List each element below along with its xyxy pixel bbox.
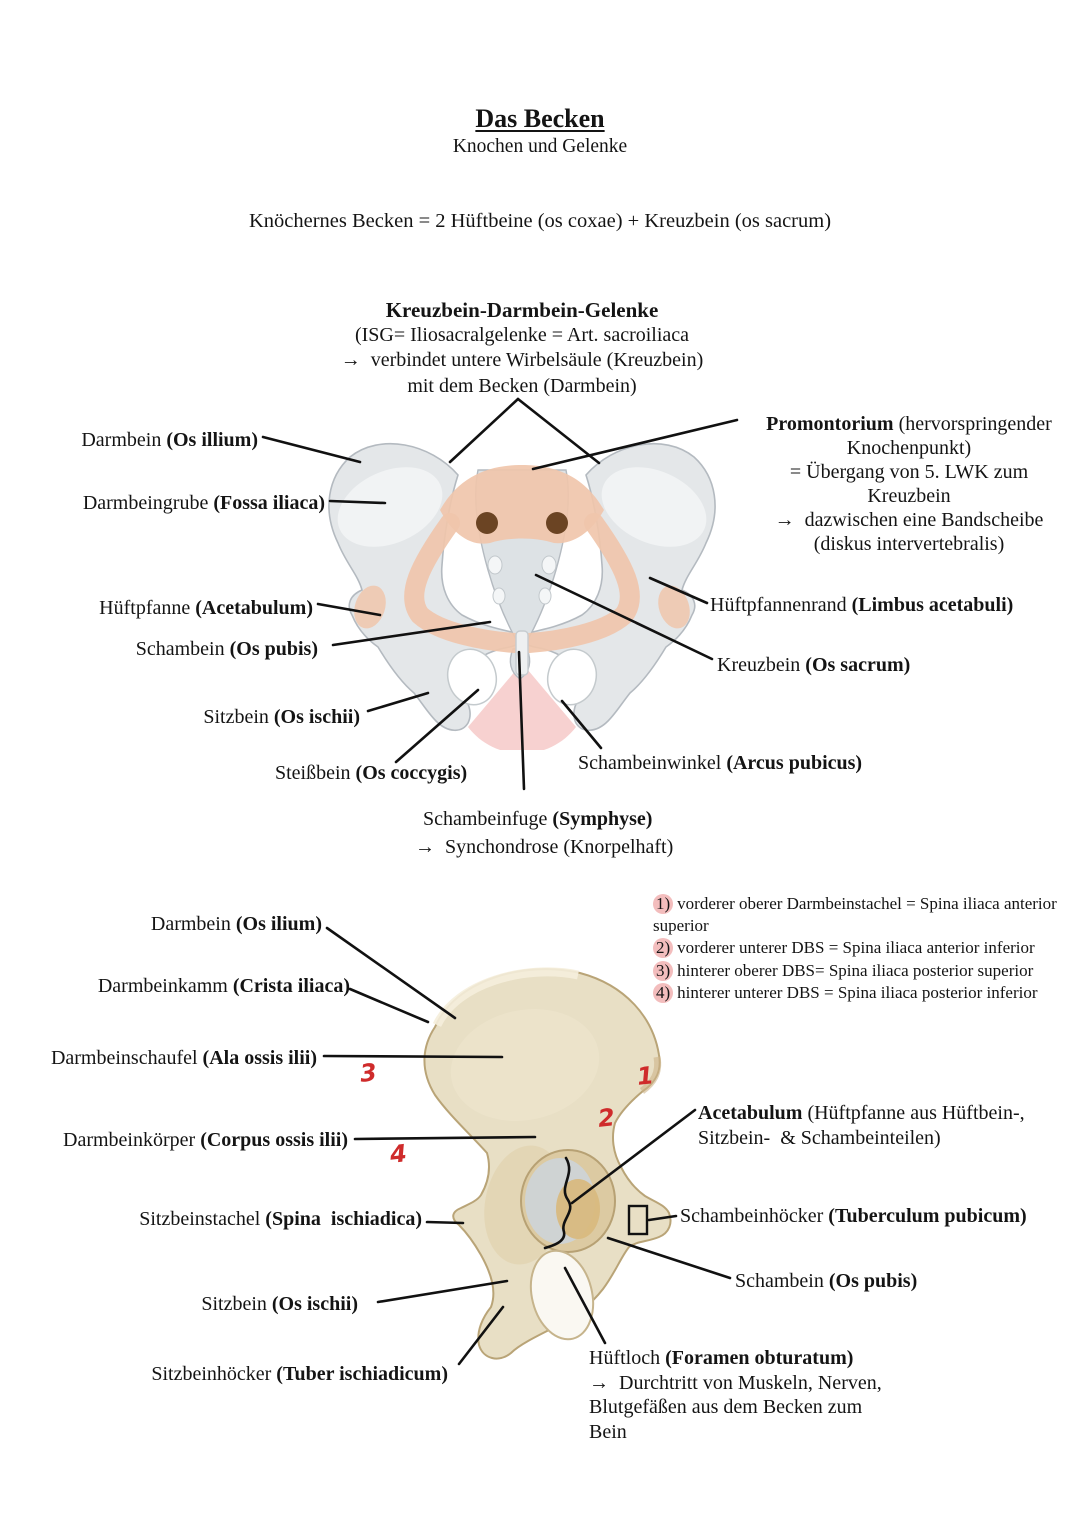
red-mark-1: 1 bbox=[635, 1061, 656, 1091]
label-sitzbein-2: Sitzbein (Os ischii) bbox=[201, 1293, 358, 1315]
leader-isg-right bbox=[518, 399, 599, 463]
hueftloch-line-2: → Durchtritt von Muskeln, Nerven, bbox=[589, 1371, 882, 1394]
isg-line-2: → verbindet untere Wirbelsäule (Kreuzbein) bbox=[340, 349, 704, 372]
intro-line: Knöchernes Becken = 2 Hüftbeine (os coxae) + Kreuzbein (os sacrum) bbox=[248, 210, 832, 232]
label-sitzbein-os-ischii: Sitzbein (Os ischii) bbox=[203, 706, 360, 728]
list-item: 1) vorderer oberer Darmbeinstachel = Spina iliaca anterior superior bbox=[653, 894, 1057, 936]
label-steissbein: Steißbein (Os coccygis) bbox=[275, 762, 468, 784]
red-mark-4: 4 bbox=[388, 1139, 409, 1169]
leader-darmbeingrube bbox=[330, 501, 385, 503]
label-schambeinwinkel: Schambeinwinkel (Arcus pubicus) bbox=[578, 752, 863, 774]
list-item: 2) vorderer unterer DBS = Spina iliaca anterior inferior bbox=[653, 937, 1080, 959]
label-hueftpfannenrand: Hüftpfannenrand (Limbus acetabuli) bbox=[710, 594, 1014, 616]
acetabulum-squiggle bbox=[545, 1158, 570, 1248]
label-darmbein-os-illium: Darmbein (Os illium) bbox=[81, 429, 258, 451]
isg-heading: Kreuzbein-Darmbein-Gelenke bbox=[385, 298, 659, 322]
leader-sitzbeinstachel bbox=[427, 1222, 463, 1223]
label-darmbein-os-ilium: Darmbein (Os ilium) bbox=[150, 913, 322, 935]
promontorium-line-3: = Übergang von 5. LWK zum bbox=[789, 461, 1029, 483]
leader-sitzbein bbox=[368, 693, 428, 711]
label-hueftloch-block bbox=[589, 1346, 882, 1444]
leader-isg-left bbox=[450, 399, 518, 462]
leader-hueftloch bbox=[565, 1268, 605, 1343]
label-synchondrose: → Synchondrose (Knorpelhaft) bbox=[415, 836, 674, 858]
leader-promontorium bbox=[533, 420, 737, 469]
label-sitzbeinstachel: Sitzbeinstachel (Spina ischiadica) bbox=[139, 1208, 422, 1230]
promontorium-line-1: Promontorium (hervorspringender bbox=[766, 413, 1052, 435]
leader-kreuzbein bbox=[536, 575, 712, 659]
red-mark-3: 3 bbox=[358, 1058, 379, 1088]
acetabulum-line-1: Acetabulum (Hüftpfanne aus Hüftbein-, bbox=[698, 1102, 1025, 1124]
leader-schambeinwinkel bbox=[562, 701, 601, 748]
label-darmbeinkamm: Darmbeinkamm (Crista iliaca) bbox=[97, 975, 350, 997]
promontorium-line-5: → dazwischen eine Bandscheibe bbox=[774, 509, 1044, 531]
label-kreuzbein-os-sacrum: Kreuzbein (Os sacrum) bbox=[717, 654, 911, 676]
promontorium-line-2: Knochenpunkt) bbox=[846, 437, 972, 459]
hueftloch-line-4: Bein bbox=[589, 1420, 627, 1443]
leader-schambein bbox=[333, 622, 490, 645]
promontorium-block bbox=[738, 412, 1080, 556]
spina-iliaca-list bbox=[653, 893, 1080, 1004]
label-schambein-os-pubis: Schambein (Os pubis) bbox=[135, 638, 318, 660]
label-schambeinhoecker: Schambeinhöcker (Tuberculum pubicum) bbox=[680, 1205, 1027, 1227]
leader-darmbeinschaufel bbox=[324, 1056, 502, 1057]
leader-schambein-2 bbox=[608, 1238, 730, 1278]
leader-darmbeinkamm bbox=[350, 989, 428, 1022]
leader-schambeinfuge bbox=[519, 652, 524, 789]
leader-sitzbein-2 bbox=[378, 1281, 507, 1302]
tuberculum-pubicum-box bbox=[629, 1206, 647, 1234]
isg-line-3: mit dem Becken (Darmbein) bbox=[407, 374, 637, 397]
hueftloch-line-1: Hüftloch (Foramen obturatum) bbox=[589, 1347, 854, 1369]
label-schambein-2: Schambein (Os pubis) bbox=[735, 1270, 918, 1292]
label-darmbeingrube: Darmbeingrube (Fossa iliaca) bbox=[82, 492, 325, 514]
leader-hueftpfannenrand bbox=[650, 578, 707, 603]
leader-hueftpfanne bbox=[318, 604, 380, 615]
leader-acetabulum bbox=[572, 1110, 695, 1203]
leader-darmbein-2 bbox=[327, 928, 455, 1018]
leader-sitzbeinhoecker bbox=[459, 1307, 503, 1364]
acetabulum-line-2: Sitzbein- & Schambeinteilen) bbox=[698, 1127, 941, 1149]
label-darmbeinkoerper: Darmbeinkörper (Corpus ossis ilii) bbox=[63, 1129, 348, 1151]
list-item: 4) hinterer unterer DBS = Spina iliaca posterior inferior bbox=[653, 982, 1080, 1004]
label-schambeinfuge: Schambeinfuge (Symphyse) bbox=[423, 808, 653, 830]
label-sitzbeinhoecker: Sitzbeinhöcker (Tuber ischiadicum) bbox=[151, 1363, 448, 1385]
leader-darmbeinkoerper bbox=[355, 1137, 535, 1139]
leader-steissbein bbox=[396, 690, 478, 762]
label-acetabulum-block bbox=[698, 1101, 1025, 1151]
leader-darmbein bbox=[263, 437, 360, 462]
promontorium-line-4: Kreuzbein bbox=[867, 485, 951, 507]
hueftloch-line-3: Blutgefäßen aus dem Becken zum bbox=[589, 1396, 863, 1419]
list-item: 3) hinterer oberer DBS= Spina iliaca posterior superior bbox=[653, 960, 1080, 982]
label-hueftpfanne: Hüftpfanne (Acetabulum) bbox=[99, 597, 313, 619]
label-darmbeinschaufel: Darmbeinschaufel (Ala ossis ilii) bbox=[50, 1047, 317, 1069]
promontorium-line-6: (diskus intervertebralis) bbox=[813, 533, 1005, 555]
red-mark-2: 2 bbox=[596, 1103, 617, 1133]
leader-schambeinhoecker bbox=[649, 1216, 676, 1220]
page-subtitle: Knochen und Gelenke bbox=[452, 136, 628, 157]
page-title: Das Becken bbox=[475, 104, 605, 133]
isg-line-1: (ISG= Iliosacralgelenke = Art. sacroiliaca bbox=[354, 324, 690, 347]
